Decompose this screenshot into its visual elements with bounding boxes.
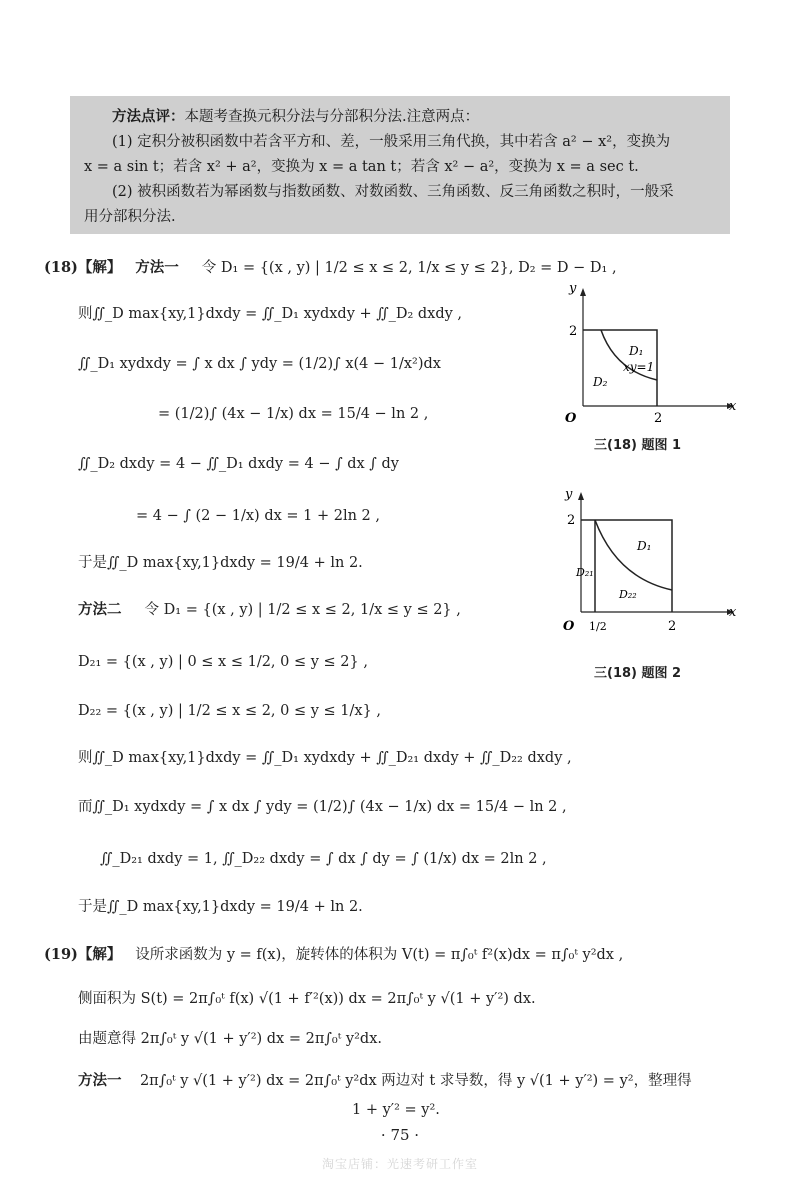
fig2-y-arrow (578, 492, 584, 500)
fig2-d21-label: D₂₁ (576, 566, 594, 579)
note-point1b: x = a sin t；若含 x² + a²，变换为 x = a tan t；若含 x² − a²，变换为 x = a sec t. (84, 159, 639, 175)
p18-method2-line5: 而∬_D₁ xydxdy = ∫ x dx ∫ ydy = (1/2)∫ (4x − 1/x) dx = 15/4 − ln 2 , (78, 799, 567, 815)
fig1-y-arrow (580, 288, 586, 296)
method-note-box (70, 96, 730, 234)
p18-line3: = (1/2)∫ (4x − 1/x) dx = 15/4 − ln 2 , (158, 406, 429, 422)
p19-line3: 由题意得 2π∫₀ᵗ y √(1 + y′²) dx = 2π∫₀ᵗ y²dx. (78, 1031, 382, 1047)
note-point1a: (1) 定积分被积函数中若含平方和、差，一般采用三角代换，其中若含 a² − x²，变换为 (112, 134, 671, 150)
fig2-y-tick: 2 (567, 513, 576, 528)
fig1-x-label: x (729, 399, 737, 414)
p19-line4: 方法一 2π∫₀ᵗ y √(1 + y′²) dx = 2π∫₀ᵗ y²dx 两边对 t 求导数，得 y √(1 + y′²) = y²，整理得 (78, 1072, 692, 1089)
fig1-y-tick: 2 (569, 324, 578, 339)
fig1-x-tick: 2 (654, 411, 663, 426)
p19-line1: (19)【解】 设所求函数为 y = f(x)，旋转体的体积为 V(t) = π∫₀ᵗ f²(x)dx = π∫₀ᵗ y²dx , (44, 946, 624, 963)
p18-line5: = 4 − ∫ (2 − 1/x) dx = 1 + 2ln 2 , (136, 508, 380, 524)
p19-line5: 1 + y′² = y². (352, 1102, 440, 1118)
fig2-x-tick: 2 (668, 619, 677, 634)
note-intro: 方法点评：本题考查换元积分法与分部积分法.注意两点： (112, 108, 480, 125)
p18-line6: 于是∬_D max{xy,1}dxdy = 19/4 + ln 2. (78, 555, 363, 571)
p18-line1: 则∬_D max{xy,1}dxdy = ∬_D₁ xydxdy + ∬_D₂ dxdy , (78, 306, 463, 322)
page-number: · 75 · (380, 1126, 420, 1144)
fig1-d2-label: D₂ (593, 375, 608, 389)
note-point2a: (2) 被积函数若为幂函数与指数函数、对数函数、三角函数、反三角函数之积时，一般采 (112, 184, 674, 200)
fig2-x-label: x (729, 605, 737, 620)
fig2-half-tick: 1/2 (589, 620, 607, 633)
p18-method2-line3: D₂₂ = {(x , y) | 1/2 ≤ x ≤ 2, 0 ≤ y ≤ 1/x} , (78, 703, 382, 719)
fig1-d1-label: D₁ (629, 344, 644, 358)
fig1-y-label: y (569, 281, 577, 296)
fig2-hyperbola (595, 520, 672, 590)
p18-header: (18)【解】 方法一 令 D₁ = {(x , y) | 1/2 ≤ x ≤ 2, 1/x ≤ y ≤ 2}, D₂ = D − D₁ , (44, 259, 617, 276)
p18-method2-line4: 则∬_D max{xy,1}dxdy = ∬_D₁ xydxdy + ∬_D₂₁ dxdy + ∬_D₂₂ dxdy , (78, 750, 572, 766)
fig1-origin: O (565, 411, 577, 426)
fig1-curve-label: xy=1 (623, 360, 655, 374)
p18-line4: ∬_D₂ dxdy = 4 − ∬_D₁ dxdy = 4 − ∫ dx ∫ dy (78, 456, 399, 472)
p18-d1-definition: D₁ = {(x , y) | 1/2 ≤ x ≤ 2, 1/x ≤ y ≤ 2}, D₂ = D − D₁ , (220, 260, 617, 276)
p19-line2: 侧面积为 S(t) = 2π∫₀ᵗ f(x) √(1 + f′²(x)) dx = 2π∫₀ᵗ y √(1 + y′²) dx. (78, 991, 536, 1007)
fig2-d22-label: D₂₂ (619, 588, 637, 601)
p18-method2-line7: 于是∬_D max{xy,1}dxdy = 19/4 + ln 2. (78, 899, 363, 915)
fig2-d1-label: D₁ (637, 539, 652, 553)
note-point2b: 用分部积分法. (84, 209, 176, 225)
watermark: 淘宝店铺：光速考研工作室 (321, 1157, 478, 1171)
p18-method2-line2: D₂₁ = {(x , y) | 0 ≤ x ≤ 1/2, 0 ≤ y ≤ 2} , (78, 654, 368, 670)
p18-method2-line1: 方法二 令 D₁ = {(x , y) | 1/2 ≤ x ≤ 2, 1/x ≤ y ≤ 2} , (78, 601, 461, 618)
fig1-caption: 三(18) 题图 1 (594, 438, 682, 453)
p18-line2: ∬_D₁ xydxdy = ∫ x dx ∫ ydy = (1/2)∫ x(4 − 1/x²)dx (78, 356, 441, 372)
fig2-caption: 三(18) 题图 2 (594, 666, 682, 681)
fig2-origin: O (563, 619, 575, 634)
p18-method2-line6: ∬_D₂₁ dxdy = 1, ∬_D₂₂ dxdy = ∫ dx ∫ dy = ∫ (1/x) dx = 2ln 2 , (100, 851, 547, 867)
figure-1 (545, 282, 735, 432)
figure-2 (545, 486, 735, 644)
fig2-y-label: y (565, 487, 573, 502)
